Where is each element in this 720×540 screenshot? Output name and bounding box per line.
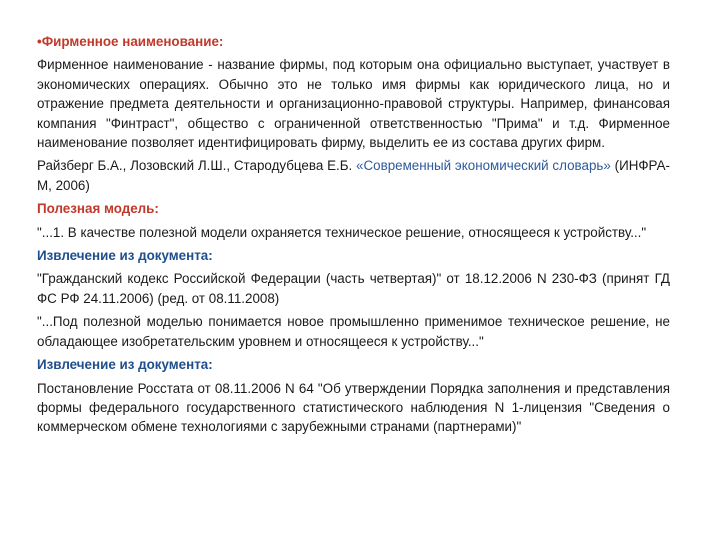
extract-2-document: Постановление Росстата от 08.11.2006 N 64 "Об утверждении Порядка заполнения и представления формы федерального государственного статистического наблюдения N 1-лицензия "Сведения о коммерческом обмене технологиями с зарубежными странами (партнерами)": [37, 380, 670, 435]
section-utility-model: [37, 199, 670, 218]
extract-1-document: "Гражданский кодекс Российской Федерации (часть четвертая)" от 18.12.2006 N 230-ФЗ (принят ГД ФС РФ 24.11.2006) (ред. от 08.11.2008): [37, 271, 670, 306]
utility-model-quote: "...1. В качестве полезной модели охраняется техническое решение, относящееся к устройству...": [37, 224, 647, 240]
source-title-link[interactable]: «Современный экономический словарь»: [356, 158, 611, 174]
extract-1-quote: "...Под полезной моделью понимается новое промышленно применимое техническое решение, не обладающее изобретательским уровнем и относящееся к устройству...": [37, 314, 670, 349]
document-page: [37, 32, 670, 441]
brand-name-definition: Фирменное наименование - название фирмы, под которым она официально выступает, участвует в экономических операциях. Обычно это не только имя фирмы как юридического лица, но и отражение предмета деятельности и организационно-правовой структуры. Например, финансовая компания "Финтраст", общество с ограниченной ответственностью "Прима" и т.д. Фирменное наименование позволяет идентифицировать фирму, выделить ее из состава других фирм.: [37, 57, 670, 151]
source-publisher: (ИНФРА-М, 2006): [37, 158, 670, 193]
source-authors: Райзберг Б.А., Лозовский Л.Ш., Стародубцева Е.Б.: [37, 158, 353, 174]
extract-1-heading: Извлечение из документа:: [37, 248, 213, 264]
brand-name-heading: •Фирменное наименование:: [37, 34, 224, 49]
section-extract-2: [37, 355, 670, 374]
brand-name-source: [37, 156, 670, 195]
section-brand-name: [37, 32, 670, 51]
extract-2-heading: Извлечение из документа:: [37, 357, 213, 373]
section-extract-1: [37, 246, 670, 265]
utility-model-heading: Полезная модель:: [37, 201, 159, 217]
